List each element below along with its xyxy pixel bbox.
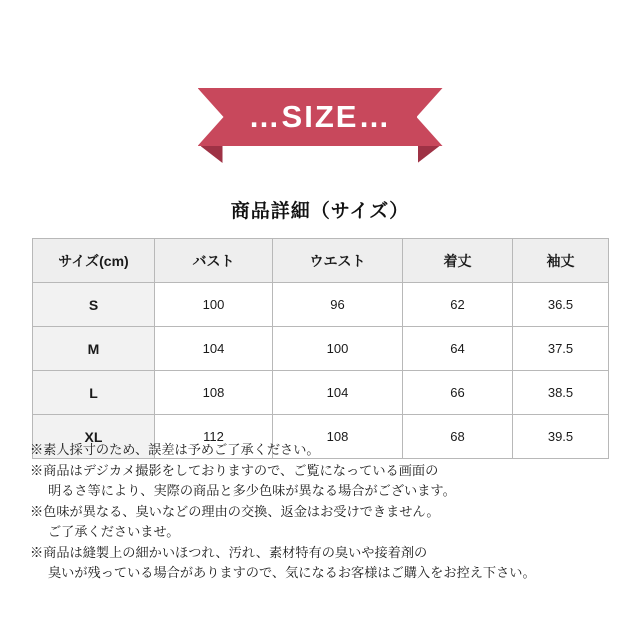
table-header-row xyxy=(33,239,609,283)
column-header-size: サイズ(cm) xyxy=(33,239,155,283)
note-line: 臭いが残っている場合がありますので、気になるお客様はご購入をお控え下さい。 xyxy=(48,565,536,580)
cell-sleeve: 37.5 xyxy=(513,327,609,371)
ribbon-label: …SIZE… xyxy=(248,99,392,134)
note-line: ※素人採寸のため、誤差は予めご了承ください。 xyxy=(30,442,320,457)
size-table-wrapper xyxy=(32,238,608,459)
note-line: ※商品は縫製上の細かいほつれ、汚れ、素材特有の臭いや接着剤の xyxy=(30,544,428,560)
size-table xyxy=(32,238,609,459)
cell-size: M xyxy=(33,327,155,371)
cell-bust: 100 xyxy=(155,283,273,327)
cell-sleeve: 36.5 xyxy=(513,283,609,327)
cell-waist: 108 xyxy=(273,415,403,459)
cell-bust: 112 xyxy=(155,415,273,459)
cell-length: 62 xyxy=(403,283,513,327)
note-line: ※商品はデジカメ撮影をしておりますので、ご覧になっている画面の xyxy=(30,462,439,478)
size-banner xyxy=(0,88,640,146)
cell-length: 66 xyxy=(403,371,513,415)
table-row xyxy=(33,283,609,327)
cell-size: L xyxy=(33,371,155,415)
ribbon-shape xyxy=(198,88,443,146)
table-body xyxy=(33,283,609,459)
cell-waist: 104 xyxy=(273,371,403,415)
notes-block xyxy=(30,440,620,584)
cell-sleeve: 38.5 xyxy=(513,371,609,415)
column-header-waist: ウエスト xyxy=(273,239,403,283)
cell-length: 64 xyxy=(403,327,513,371)
page-title: 商品詳細（サイズ） xyxy=(230,201,410,222)
ribbon-tail-left xyxy=(201,146,223,163)
table-row xyxy=(33,371,609,415)
cell-sleeve: 39.5 xyxy=(513,415,609,459)
note-line: 明るさ等により、実際の商品と多少色味が異なる場合がございます。 xyxy=(48,483,456,498)
table-row xyxy=(33,327,609,371)
cell-bust: 108 xyxy=(155,371,273,415)
column-header-bust: バスト xyxy=(155,239,273,283)
cell-size: S xyxy=(33,283,155,327)
cell-waist: 100 xyxy=(273,327,403,371)
column-header-length: 着丈 xyxy=(403,239,513,283)
cell-waist: 96 xyxy=(273,283,403,327)
ribbon-tail-right xyxy=(418,146,440,163)
cell-bust: 104 xyxy=(155,327,273,371)
table-header xyxy=(33,239,609,283)
note-line: ※色味が異なる、臭いなどの理由の交換、返金はお受けできません。 xyxy=(30,503,440,519)
cell-length: 68 xyxy=(403,415,513,459)
column-header-sleeve: 袖丈 xyxy=(513,239,609,283)
note-line: ご了承くださいませ。 xyxy=(48,524,180,539)
cell-size: XL xyxy=(33,415,155,459)
